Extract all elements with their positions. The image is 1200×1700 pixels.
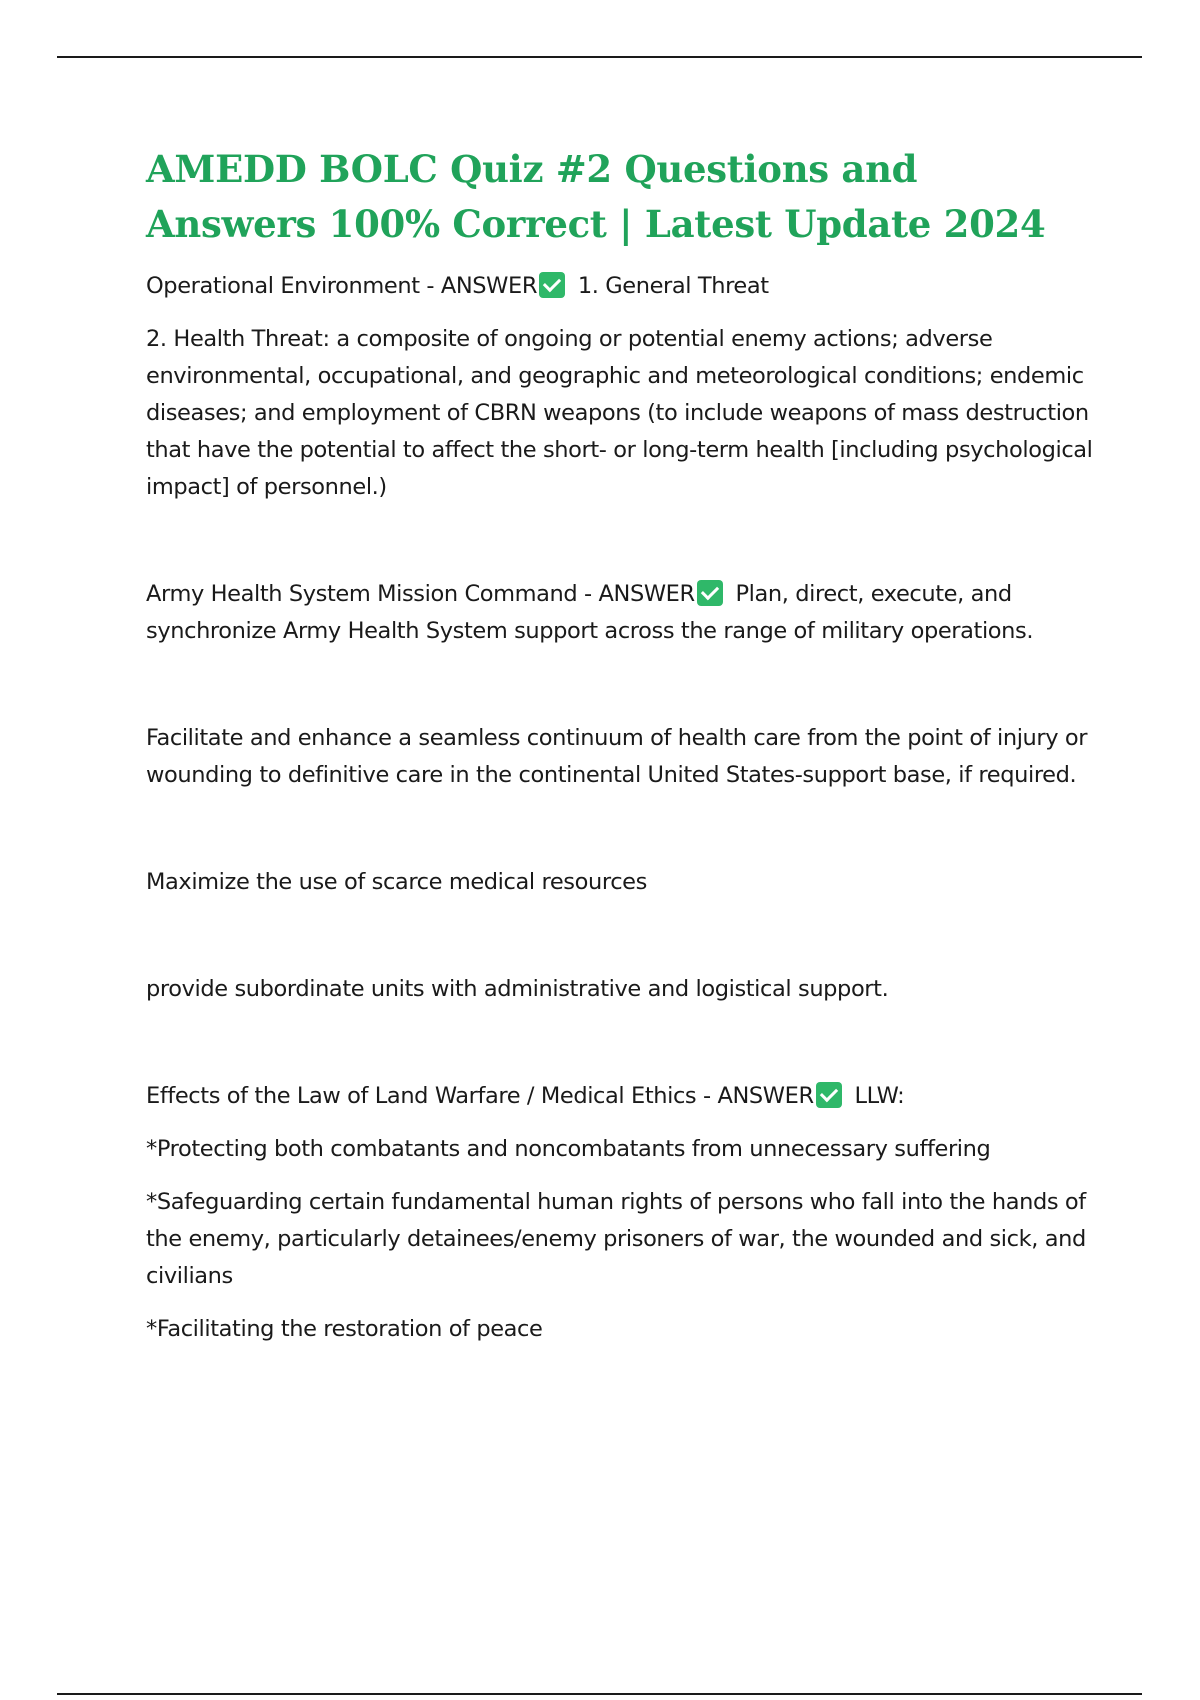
top-rule xyxy=(57,56,1142,58)
page-title: AMEDD BOLC Quiz #2 Questions and Answers 100% Correct | Latest Update 2024 xyxy=(146,147,1046,246)
spacer xyxy=(146,522,1096,576)
spacer xyxy=(146,917,1096,971)
answer-text: 1. General Threat xyxy=(577,273,769,299)
answer-text: LLW: xyxy=(854,1083,905,1109)
answer-detail: provide subordinate units with administrative and logistical support. xyxy=(146,976,889,1002)
document-body xyxy=(146,142,1096,1364)
check-mark-icon xyxy=(697,580,723,606)
answer-detail: *Protecting both combatants and noncombatants from unnecessary suffering xyxy=(146,1136,991,1162)
answer-detail: 2. Health Threat: a composite of ongoing or potential enemy actions; adverse environmental, occupational, and geographic and meteorological conditions; endemic diseases; and employment of CBRN weapons (to include weapons of mass destruction that have the potential to affect the short- or long-term health [including psychological impact] of personnel.) xyxy=(146,326,1093,500)
qa-item-law-of-land-warfare xyxy=(146,1078,1096,1115)
bottom-rule xyxy=(57,1693,1142,1695)
spacer xyxy=(146,666,1096,720)
answer-detail: *Safeguarding certain fundamental human rights of persons who fall into the hands of the enemy, particularly detainees/enemy prisoners of war, the wounded and sick, and civilians xyxy=(146,1189,1086,1289)
answer-text: Plan, direct, execute, and synchronize Army Health System support across the range of military operations. xyxy=(146,581,1034,644)
question-text: Operational Environment - ANSWER xyxy=(146,273,538,299)
answer-detail: Facilitate and enhance a seamless continuum of health care from the point of injury or wounding to definitive care in the continental United States-support base, if required. xyxy=(146,725,1088,788)
answer-detail: *Facilitating the restoration of peace xyxy=(146,1316,543,1342)
check-mark-icon xyxy=(539,272,565,298)
qa-item-operational-environment xyxy=(146,268,1096,305)
question-text: Army Health System Mission Command - ANSWER xyxy=(146,581,695,607)
spacer xyxy=(146,810,1096,864)
spacer xyxy=(146,1024,1096,1078)
question-text: Effects of the Law of Land Warfare / Medical Ethics - ANSWER xyxy=(146,1083,814,1109)
qa-item-ahs-mission-command xyxy=(146,576,1096,650)
check-mark-icon xyxy=(816,1082,842,1108)
answer-detail: Maximize the use of scarce medical resources xyxy=(146,869,647,895)
